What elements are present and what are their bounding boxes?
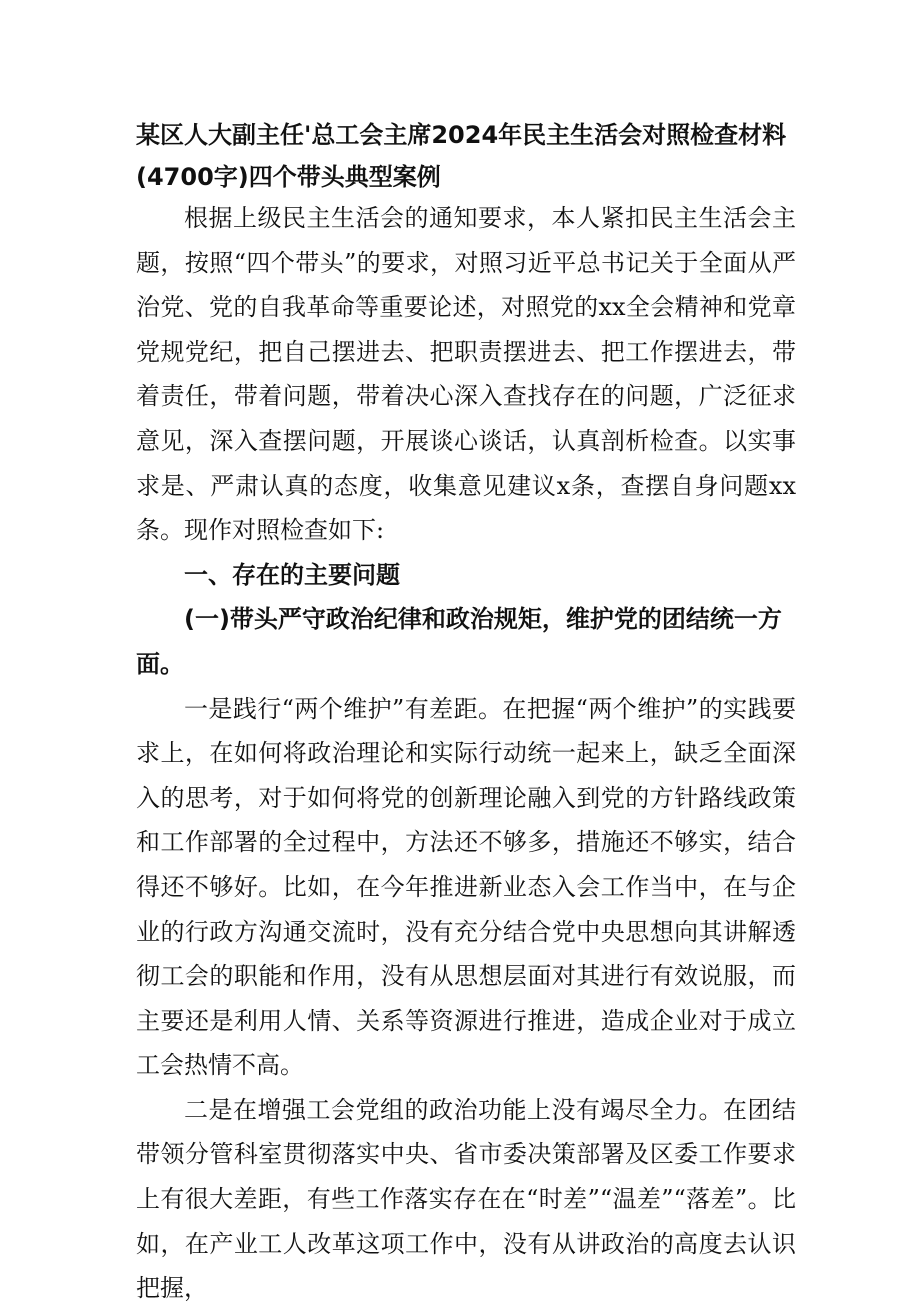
- body-paragraph-1: 一是践行“两个维护”有差距。在把握“两个维护”的实践要求上，在如何将政治理论和实际行动统一起来上，缺乏全面深入的思考，对于如何将党的创新理论融入到党的方针路线政策和工作部署的全过程中，方法还不够多，措施还不够实，结合得还不够好。比如，在今年推进新业态入会工作当中，在与企业的行政方沟通交流时，没有充分结合党中央思想向其讲解透彻工会的职能和作用，没有从思想层面对其进行有效说服，而主要还是利用人情、关系等资源进行推进，造成企业对于成立工会热情不高。: [136, 694, 796, 1080]
- body-paragraph-2: 二是在增强工会党组的政治功能上没有竭尽全力。在团结带领分管科室贯彻落实中央、省市委决策部署及区委工作要求上有很大差距，有些工作落实存在在“时差”“温差”“落差”。比如，在产业工人改革这项工作中，没有从讲政治的高度去认识把握，: [136, 1095, 796, 1303]
- subsection-heading: (一)带头严守政治纪律和政治规矩，维护党的团结统一方面。: [136, 605, 782, 678]
- intro-paragraph: 根据上级民主生活会的通知要求，本人紧扣民主生活会主题，按照“四个带头”的要求，对照习近平总书记关于全面从严治党、党的自我革命等重要论述，对照党的xx全会精神和党章党规党纪，把自己摆进去、把职责摆进去、把工作摆进去，带着责任，带着问题，带着决心深入查找存在的问题，广泛征求意见，深入查摆问题，开展谈心谈话，认真剖析检查。以实事求是、严肃认真的态度，收集意见建议x条，查摆自身问题xx条。现作对照检查如下:: [136, 204, 796, 545]
- document-body: [136, 196, 796, 1311]
- section-heading: 一、存在的主要问题: [184, 560, 400, 589]
- document-title: 某区人大副主任'总工会主席2024年民主生活会对照检查材料(4700字)四个带头典型案例: [136, 121, 787, 191]
